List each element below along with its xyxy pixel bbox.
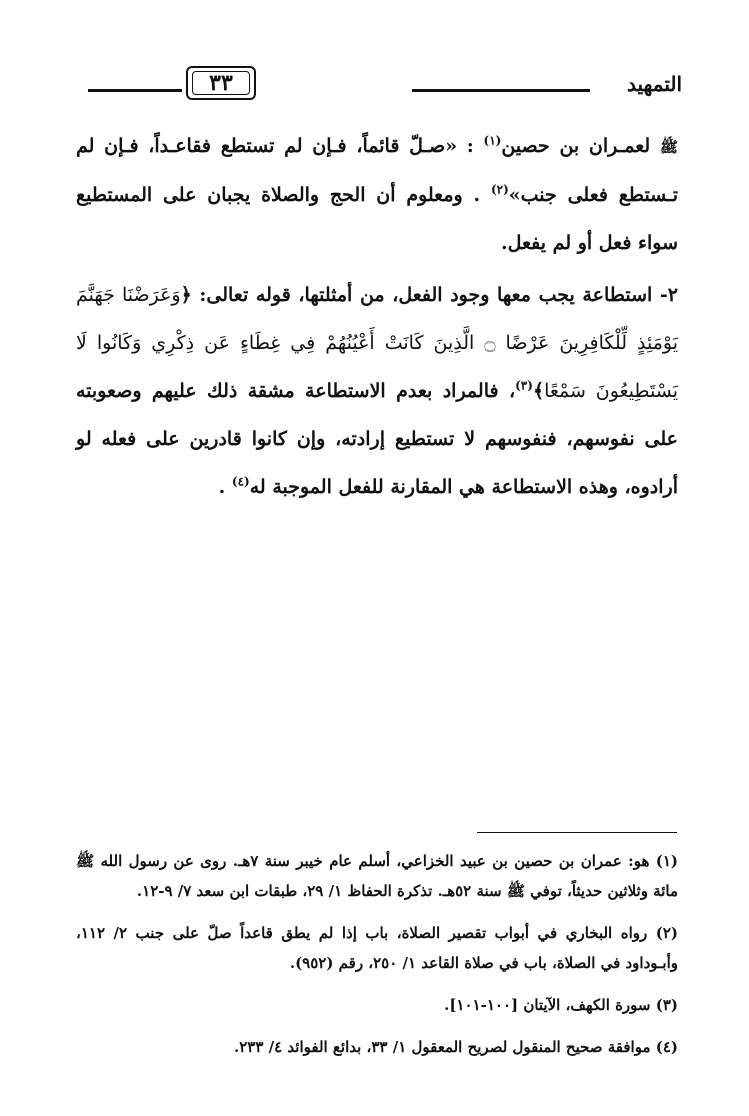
- text-segment: لعمـران بن حصين: [501, 135, 651, 157]
- footnote-ref-2[interactable]: (٢): [490, 182, 509, 197]
- footnote-ref-1[interactable]: (١): [483, 133, 502, 148]
- text-segment: ، فالمراد بعدم الاستطاعة مشقة ذلك عليهم وصعوبته على نفوسهم، فنفوسهم لا تستطيع إرادته، وإن كانوا قادرين على فعله لو أرادوه، وهذه الاستطاعة هي المقارنة للفعل الموجبة له: [76, 380, 678, 498]
- text-segment: .: [218, 476, 226, 498]
- header-rule-left: [88, 89, 182, 92]
- footnote-4: (٤) موافقة صحيح المنقول لصريح المعقول ١/ ٣٣، بدائع الفوائد ٤/ ٢٣٣.: [234, 1038, 678, 1056]
- paragraph-1: [76, 122, 678, 267]
- quran-bracket: ﴾: [532, 380, 545, 402]
- footnotes: [76, 846, 678, 1074]
- paragraph-2: [76, 271, 678, 511]
- footnote-2: (٢) رواه البخاري في أبواب تقصير الصلاة، باب إذا لم يطق قاعداً صلّ على جنب ٢/ ١١٢، وأبـوداود في الصلاة، باب في صلاة القاعد ١/ ٢٥٠، رقم (٩٥٢).: [76, 924, 679, 972]
- text-segment: : «صـلّ قائماً، فـإن لم تستطع فقاعـداً، فـإن لم تـستطع فعلى جنب»: [76, 135, 678, 206]
- salutation-glyph: ﷺ: [659, 138, 678, 156]
- text-segment: . ومعلوم أن الحج والصلاة يجبان على المستطيع سواء فعل أو لم يفعل.: [76, 184, 678, 254]
- text-segment: ٢- استطاعة يجب معها وجود الفعل، من أمثلتها، قوله تعالى: ﴿: [180, 284, 679, 306]
- footnote-3: (٣) سورة الكهف، الآيتان [١٠٠-١٠١].: [444, 996, 678, 1014]
- page-header: [82, 66, 682, 106]
- header-rule-right: [412, 89, 590, 92]
- quran-verse: وَعَرَضْنَا جَهَنَّمَ يَوْمَئِذٍ لِّلْكَافِرِينَ عَرْضًا ۝ الَّذِينَ كَانَتْ أَعْيُنُهُمْ فِي غِطَاءٍ عَن ذِكْرِي وَكَانُوا لَا يَسْتَطِيعُونَ سَمْعًا: [76, 284, 679, 402]
- footnote-ref-4[interactable]: (٤): [231, 474, 250, 489]
- footnote-1: (١) هو: عمران بن حصين بن عبيد الخزاعي، أسلم عام خيبر سنة ٧هـ. روى عن رسول الله ﷺ مائة وثلاثين حديثاً، توفي ﷺ سنة ٥٢هـ. تذكرة الحفاظ ١/ ٢٩، طبقات ابن سعد ٧/ ٩-١٢.: [76, 852, 679, 900]
- main-text: [76, 122, 678, 511]
- chapter-title: التمهيد: [627, 72, 682, 96]
- page-number: ٣٣: [186, 66, 256, 100]
- footnote-ref-3[interactable]: (٣): [515, 378, 533, 393]
- footnote-divider: [477, 832, 677, 833]
